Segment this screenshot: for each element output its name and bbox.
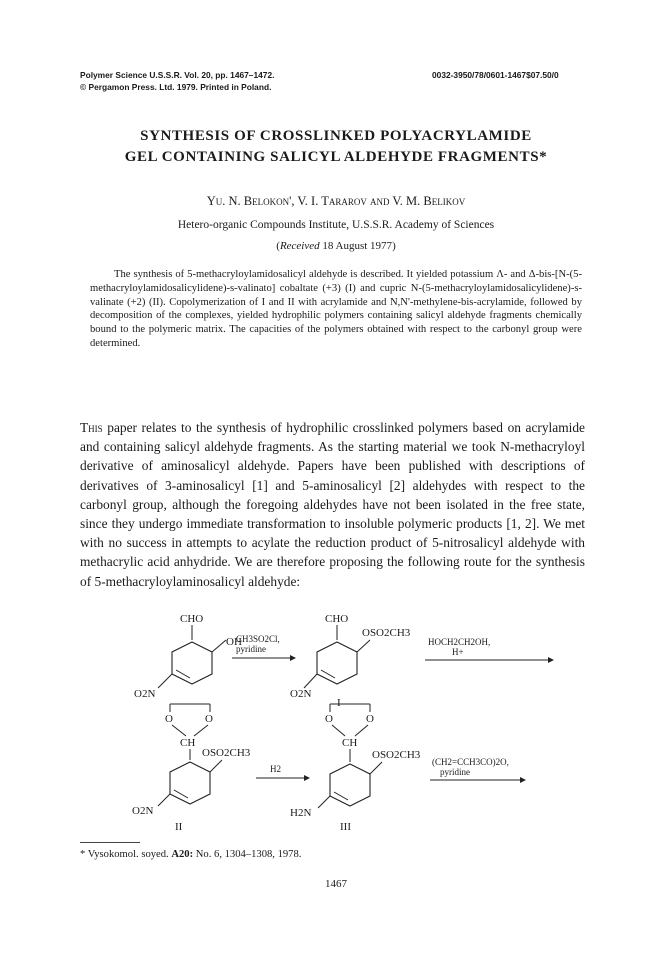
lead-word: This bbox=[80, 420, 103, 435]
article-code: 0032-3950/78/0601-1467$07.50/0 bbox=[432, 70, 559, 80]
publisher-line: © Pergamon Press. Ltd. 1979. Printed in Poland. bbox=[80, 82, 272, 92]
h2n-label: H2N bbox=[290, 807, 312, 819]
reagent-2-bottom: H+ bbox=[452, 647, 464, 657]
salicyl-aldehyde-structure bbox=[134, 613, 242, 700]
reagent-4-bottom: pyridine bbox=[440, 767, 470, 777]
body-text: paper relates to the synthesis of hydrophilic crosslinked polymers based on acrylamide and containing salicyl aldehyde fragments. As the starting material we took N-methacryloyl derivative of aminosalicyl aldehyde. Papers have been published with descriptions of derivatives of 3-aminosalicyl [1] and 5-aminosalicyl [2] aldehydes with respect to the carbonyl group, although the foregoing aldehydes have not been isolated in the free state, since they undergo immediate transformation to insoluble polymeric products [1, 2]. We met with no success in attempts to acylate the reduction product of 5-nitrosalicyl aldehyde with methacrylic acid anhydride. We are therefore proposing the following route for the synthesis of 5-methacryloylaminosalicyl aldehyde: bbox=[80, 420, 585, 589]
o-right-III: O bbox=[366, 713, 374, 725]
reagent-1-bottom: pyridine bbox=[236, 644, 266, 654]
footnote-volume: A20: bbox=[171, 849, 194, 860]
reagent-1-top: CH3SO2Cl, bbox=[236, 634, 280, 644]
abstract: The synthesis of 5-methacryloylamidosalicyl aldehyde is described. It yielded potassium Λ- and Δ-bis-[N-(5-methacryloylamidosalicylidene)-s-valinato] cobaltate (+3) (I) and cupric N-(5-methacryloylamidosalicylidene)-s-valinate (+2) (II). Copolymerization of I and II with acrylamide and N,N'-methylene-bis-acrylamide, followed by decomposition of the complexes, yielded hydrophilic polymers containing salicyl aldehyde fragments chemically bound to the polymeric matrix. The capacities of the polymers obtained with respect to the carbonyl group were determined. bbox=[90, 269, 582, 349]
footnote-rule bbox=[80, 842, 140, 843]
received-line: (Received 18 August 1977) bbox=[276, 240, 396, 252]
institute: Hetero-organic Compounds Institute, U.S.S.R. Academy of Sciences bbox=[177, 219, 495, 231]
cho-label: CHO bbox=[180, 613, 204, 625]
body-paragraph bbox=[80, 418, 585, 591]
o-left-II: O bbox=[165, 713, 173, 725]
received-date: 18 August 1977 bbox=[322, 240, 393, 252]
compound-I-structure bbox=[290, 613, 411, 700]
title-line-1: SYNTHESIS OF CROSSLINKED POLYACRYLAMIDE bbox=[140, 128, 532, 144]
journal-citation: Polymer Science U.S.S.R. Vol. 20, pp. 1467–1472. bbox=[80, 70, 275, 80]
received-label: Received bbox=[279, 240, 320, 252]
reagent-3: H2 bbox=[270, 764, 281, 774]
reaction-scheme bbox=[0, 600, 672, 835]
page-number: 1467 bbox=[325, 878, 347, 890]
footnote-prefix: * Vysokomol. soyed. bbox=[80, 849, 172, 860]
o2n-label-1: O2N bbox=[134, 688, 156, 700]
o-right-II: O bbox=[205, 713, 213, 725]
oh-label: OH bbox=[226, 636, 242, 648]
oso2ch3-label-2: OSO2CH3 bbox=[202, 747, 251, 759]
ch-label-III: CH bbox=[342, 737, 358, 749]
compound-III-label: III bbox=[340, 821, 351, 833]
compound-II-label: II bbox=[175, 821, 183, 833]
ch-label-II: CH bbox=[180, 737, 196, 749]
oso2ch3-label-3: OSO2CH3 bbox=[372, 749, 421, 761]
o2n-label-3: O2N bbox=[132, 805, 154, 817]
compound-III-structure bbox=[290, 704, 421, 833]
footnote-rest: No. 6, 1304–1308, 1978. bbox=[193, 849, 302, 860]
compound-I-label: I bbox=[337, 697, 341, 709]
reagent-2-top: HOCH2CH2OH, bbox=[428, 637, 491, 647]
authors: Yu. N. Belokon', V. I. Tararov and V. M. Belikov bbox=[206, 194, 466, 208]
o2n-label-2: O2N bbox=[290, 688, 312, 700]
reagent-4-top: (CH2=CCH3CO)2O, bbox=[432, 757, 509, 767]
o-left-III: O bbox=[325, 713, 333, 725]
cho-label-2: CHO bbox=[325, 613, 349, 625]
compound-II-structure bbox=[132, 704, 251, 833]
footnote bbox=[80, 849, 301, 860]
oso2ch3-label-1: OSO2CH3 bbox=[362, 627, 411, 639]
title-line-2: GEL CONTAINING SALICYL ALDEHYDE FRAGMENTS* bbox=[124, 149, 548, 165]
